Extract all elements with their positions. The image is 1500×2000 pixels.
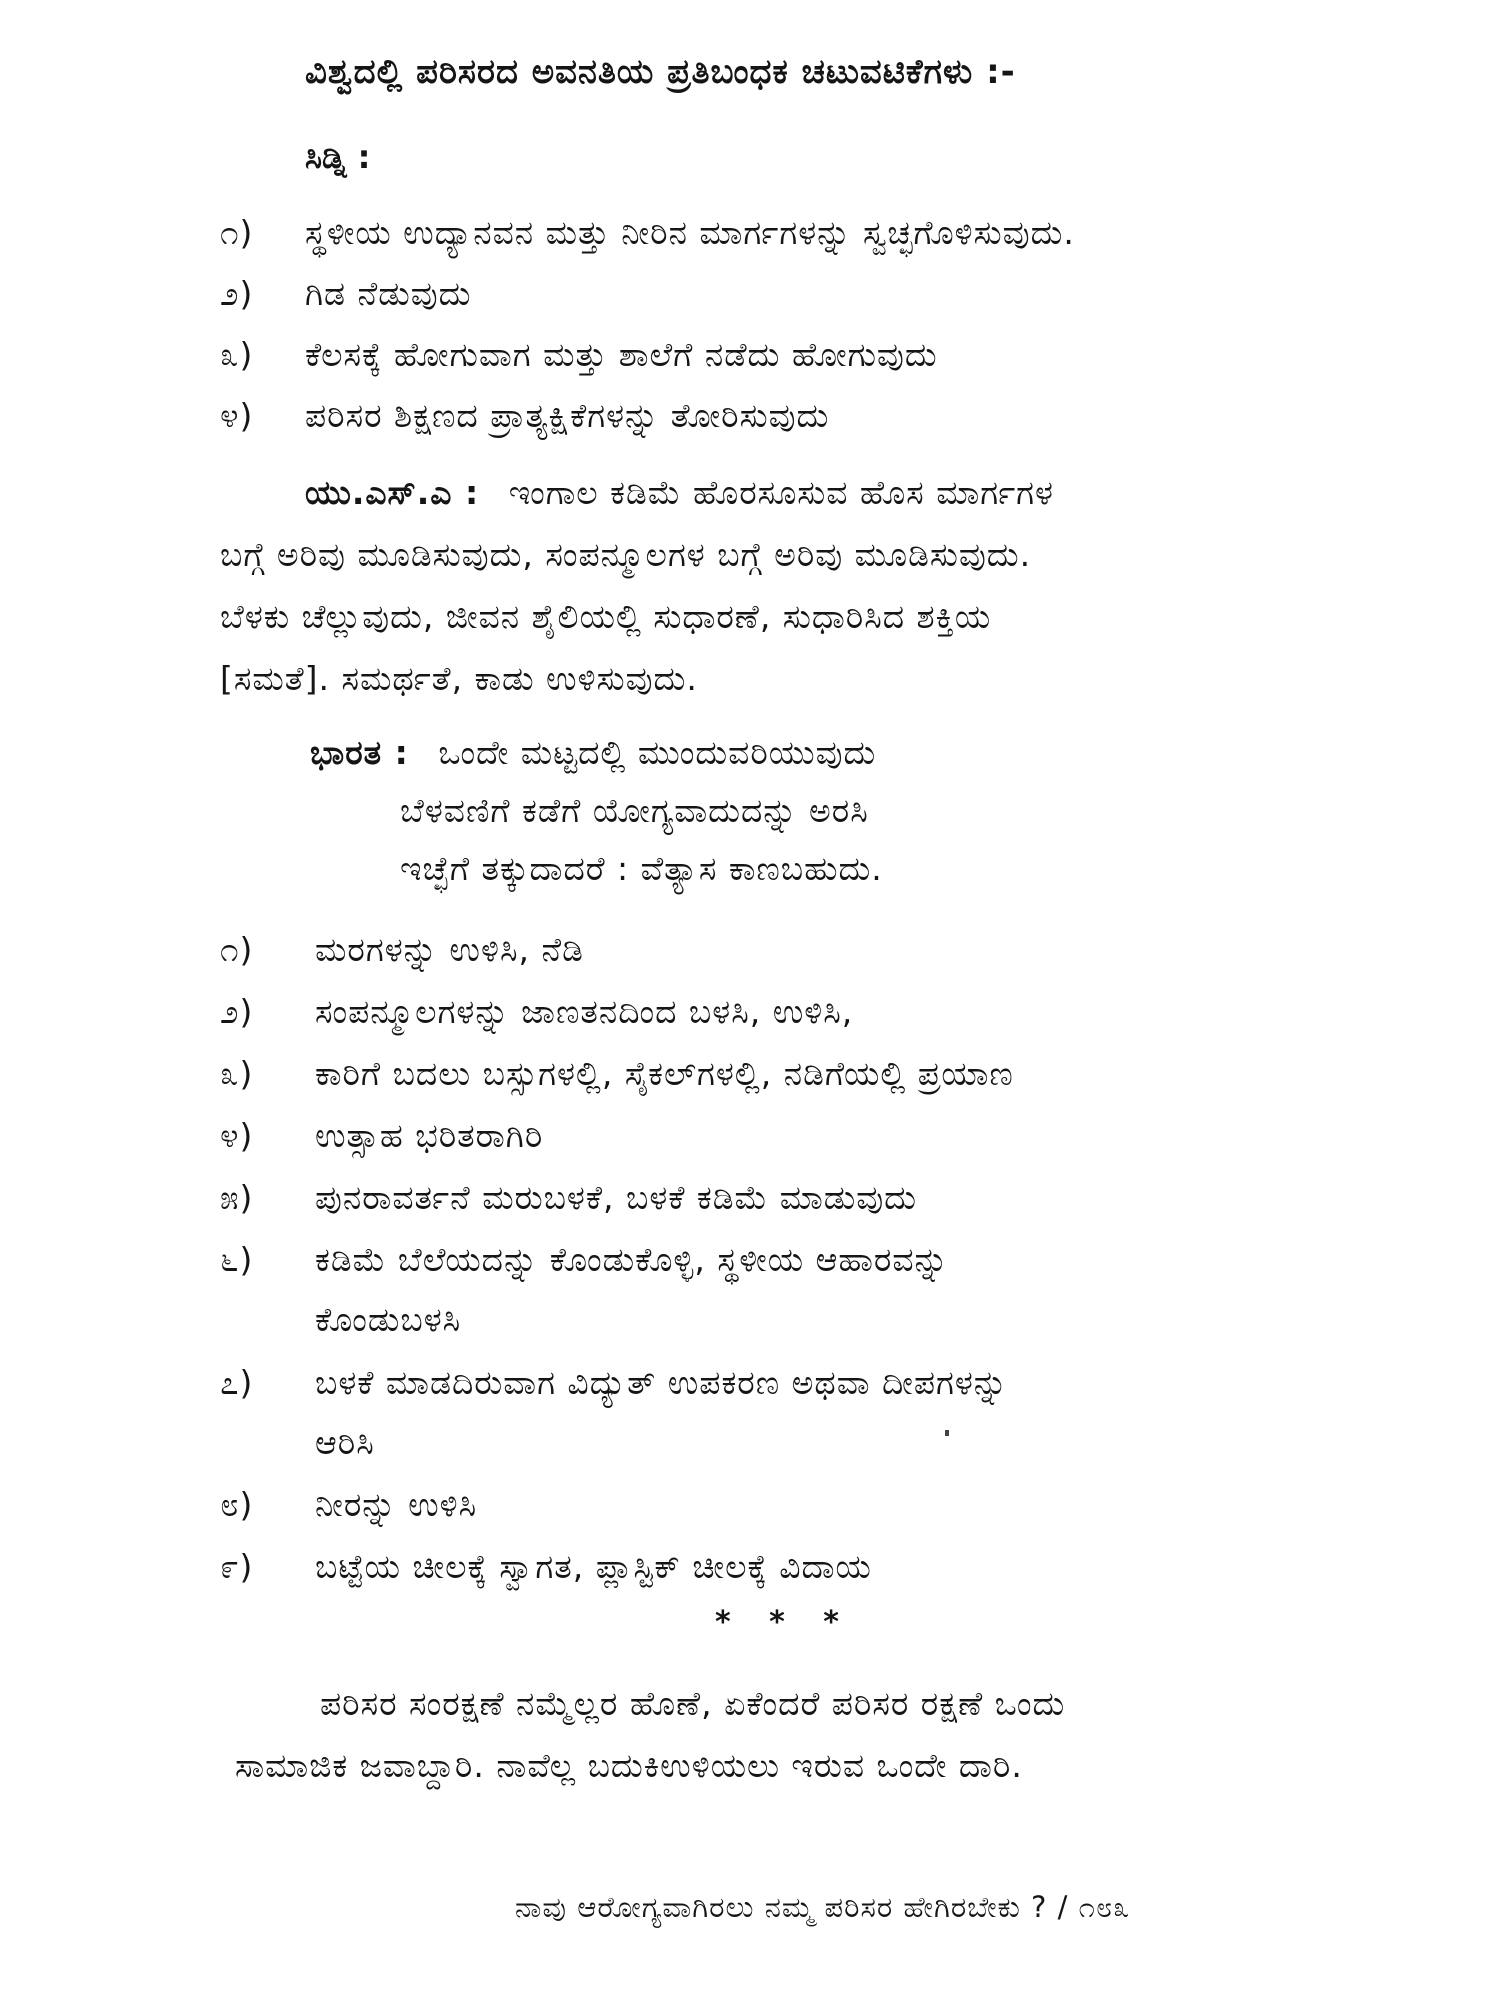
usa-label: ಯು.ಎಸ್.ಎ : [305, 473, 480, 512]
item-text: ಉತ್ಸಾಹ ಭರಿತರಾಗಿರಿ [315, 1116, 544, 1155]
item-number: ೧) [220, 213, 254, 252]
india-text: ಒಂದೇ ಮಟ್ಟದಲ್ಲಿ ಮುಂದುವರಿಯುವುದು [438, 733, 877, 772]
item-number: ೧) [220, 930, 254, 969]
item-text: ಸ್ಥಳೀಯ ಉದ್ಯಾನವನ ಮತ್ತು ನೀರಿನ ಮಾರ್ಗಗಳನ್ನು ಸ್ವಚ್ಛಗೊಳಿಸುವುದು. [305, 213, 1075, 252]
item-text: ಕಾರಿಗೆ ಬದಲು ಬಸ್ಸುಗಳಲ್ಲಿ, ಸೈಕಲ್‌ಗಳಲ್ಲಿ, ನಡಿಗೆಯಲ್ಲಿ ಪ್ರಯಾಣ [315, 1054, 1014, 1093]
india-line: ಬೆಳವಣಿಗೆ ಕಡೆಗೆ ಯೋಗ್ಯವಾದುದನ್ನು ಅರಸಿ [400, 791, 869, 830]
closing-line: ಪರಿಸರ ಸಂರಕ್ಷಣೆ ನಮ್ಮೆಲ್ಲರ ಹೊಣೆ, ಏಕೆಂದರೆ ಪರಿಸರ ರಕ್ಷಣೆ ಒಂದು [320, 1684, 1066, 1723]
item-number: ೫) [220, 1178, 254, 1217]
item-text: ನೀರನ್ನು ಉಳಿಸಿ [315, 1485, 478, 1524]
item-text: ಮರಗಳನ್ನು ಉಳಿಸಿ, ನೆಡಿ [315, 930, 584, 969]
india-line [310, 733, 876, 773]
item-continuation: ಕೊಂಡುಬಳಸಿ [315, 1300, 462, 1339]
item-number: ೪) [220, 1116, 254, 1155]
item-number: ೭) [220, 1363, 254, 1402]
section-separator: * * * [715, 1605, 853, 1640]
usa-line: [ಸಮತೆ]. ಸಮರ್ಥತೆ, ಕಾಡು ಉಳಿಸುವುದು. [220, 659, 698, 698]
item-text: ಕಡಿಮೆ ಬೆಲೆಯದನ್ನು ಕೊಂಡುಕೊಳ್ಳಿ, ಸ್ಥಳೀಯ ಆಹಾರವನ್ನು [315, 1240, 949, 1279]
sydney-heading: ಸಿಡ್ನಿ : [305, 138, 371, 176]
item-text: ಬಳಕೆ ಮಾಡದಿರುವಾಗ ವಿದ್ಯುತ್ ಉಪಕರಣ ಅಥವಾ ದೀಪಗಳನ್ನು [315, 1363, 1009, 1402]
page-footer: ನಾವು ಆರೋಗ್ಯವಾಗಿರಲು ನಮ್ಮ ಪರಿಸರ ಹೇಗಿರಬೇಕು ? / ೧೮೩ [515, 1890, 1131, 1924]
scan-speck [945, 1430, 949, 1436]
item-text: ಸಂಪನ್ಮೂಲಗಳನ್ನು ಜಾಣತನದಿಂದ ಬಳಸಿ, ಉಳಿಸಿ, [315, 992, 854, 1031]
item-number: ೯) [220, 1547, 254, 1586]
item-number: ೨) [220, 274, 254, 313]
india-line: ಇಚ್ಛೆಗೆ ತಕ್ಕುದಾದರೆ : ವೆತ್ಯಾಸ ಕಾಣಬಹುದು. [400, 849, 883, 888]
item-text: ಕೆಲಸಕ್ಕೆ ಹೋಗುವಾಗ ಮತ್ತು ಶಾಲೆಗೆ ನಡೆದು ಹೋಗುವುದು [305, 335, 938, 374]
usa-line: ಬೆಳಕು ಚೆಲ್ಲುವುದು, ಜೀವನ ಶೈಲಿಯಲ್ಲಿ ಸುಧಾರಣೆ, ಸುಧಾರಿಸಿದ ಶಕ್ತಿಯ [220, 597, 992, 636]
item-number: ೩) [220, 335, 254, 374]
item-number: ೮) [220, 1485, 254, 1524]
item-number: ೪) [220, 396, 254, 435]
item-text: ಬಟ್ಟೆಯ ಚೀಲಕ್ಕೆ ಸ್ವಾಗತ, ಪ್ಲಾಸ್ಟಿಕ್ ಚೀಲಕ್ಕೆ ವಿದಾಯ [315, 1547, 872, 1586]
usa-line: ಬಗ್ಗೆ ಅರಿವು ಮೂಡಿಸುವುದು, ಸಂಪನ್ಮೂಲಗಳ ಬಗ್ಗೆ ಅರಿವು ಮೂಡಿಸುವುದು. [220, 535, 1032, 574]
item-text: ಪರಿಸರ ಶಿಕ್ಷಣದ ಪ್ರಾತ್ಯಕ್ಷಿಕೆಗಳನ್ನು ತೋರಿಸುವುದು [305, 396, 830, 435]
item-number: ೨) [220, 992, 254, 1031]
usa-line [305, 473, 1054, 513]
item-continuation: ಆರಿಸಿ [315, 1423, 375, 1462]
item-text: ಪುನರಾವರ್ತನೆ ಮರುಬಳಕೆ, ಬಳಕೆ ಕಡಿಮೆ ಮಾಡುವುದು [315, 1178, 917, 1217]
item-text: ಗಿಡ ನೆಡುವುದು [305, 274, 472, 313]
india-label: ಭಾರತ : [310, 733, 409, 772]
item-number: ೬) [220, 1240, 254, 1279]
item-number: ೩) [220, 1054, 254, 1093]
page-title: ವಿಶ್ವದಲ್ಲಿ ಪರಿಸರದ ಅವನತಿಯ ಪ್ರತಿಬಂಧಕ ಚಟುವಟಿಕೆಗಳು :- [305, 52, 1016, 92]
usa-text: ಇಂಗಾಲ ಕಡಿಮೆ ಹೊರಸೂಸುವ ಹೊಸ ಮಾರ್ಗಗಳ [508, 473, 1054, 512]
closing-line: ಸಾಮಾಜಿಕ ಜವಾಬ್ದಾರಿ. ನಾವೆಲ್ಲ ಬದುಕಿಉಳಿಯಲು ಇರುವ ಒಂದೇ ದಾರಿ. [235, 1746, 1023, 1785]
